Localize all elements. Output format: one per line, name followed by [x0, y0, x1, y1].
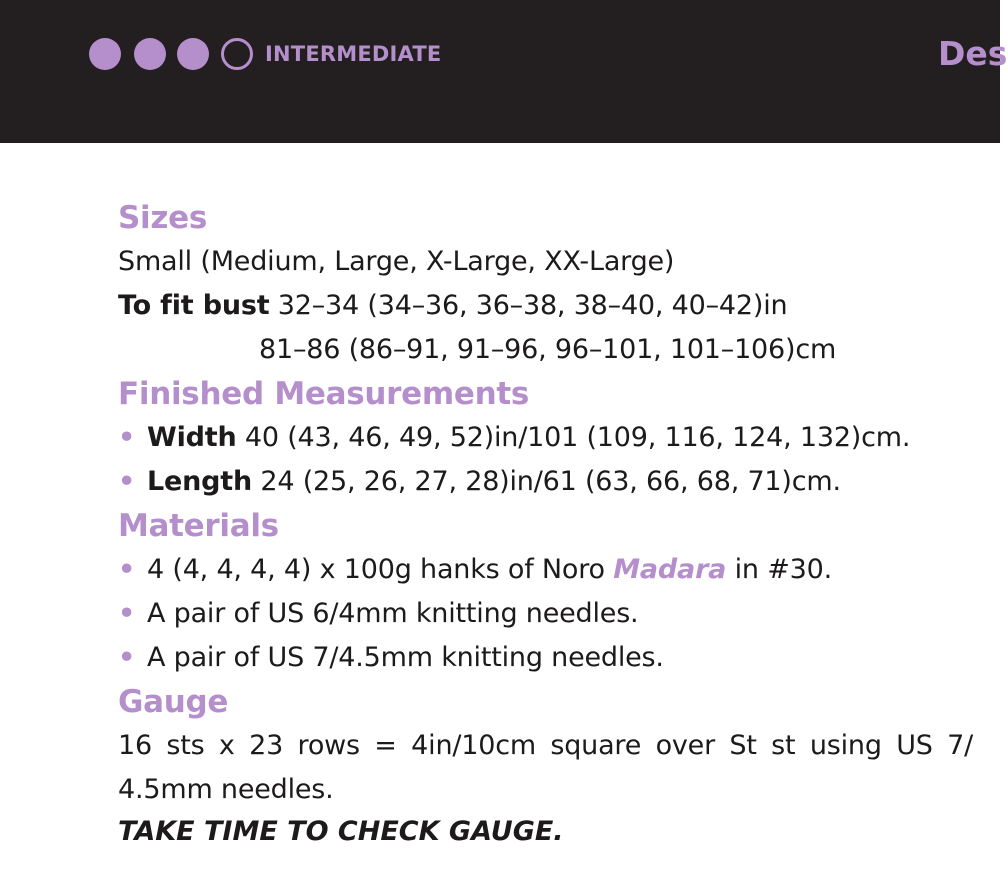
difficulty-dot-filled [89, 38, 121, 70]
gauge-text: 16 sts x 23 rows = 4in/10cm square over St st using US 7/ 4.5mm needles. [118, 730, 973, 805]
material-text: A pair of US 6/4mm knitting needles. [147, 598, 639, 629]
fit-bust-row [118, 284, 978, 328]
material-text: A pair of US 7/4.5mm knitting needles. [147, 642, 664, 673]
yarn-name: Madara [613, 554, 727, 585]
list-item [118, 460, 978, 504]
material-text: in #30. [726, 554, 832, 585]
header-bar [0, 0, 1007, 143]
bullet-icon: • [118, 598, 136, 629]
list-item [118, 416, 978, 460]
bullet-icon: • [118, 466, 136, 497]
gauge-warning: TAKE TIME TO CHECK GAUGE. [118, 816, 564, 847]
material-text: 4 (4, 4, 4, 4) x 100g hanks of Noro [147, 554, 614, 585]
bullet-icon: • [118, 642, 136, 673]
difficulty-dot-filled [134, 38, 166, 70]
list-item [118, 592, 978, 636]
measurement-value: 24 (25, 26, 27, 28)in/61 (63, 66, 68, 71)cm. [252, 466, 841, 497]
fit-bust-cm: 81–86 (86–91, 91–96, 96–101, 101–106)cm [259, 334, 837, 365]
difficulty-level: INTERMEDIATE [265, 42, 442, 66]
header-title: Des [938, 34, 1007, 73]
pattern-details [118, 196, 978, 852]
difficulty-dot-empty [221, 38, 253, 70]
measurement-value: 40 (43, 46, 49, 52)in/101 (109, 116, 124, 132)cm. [236, 422, 911, 453]
measurement-label: Length [147, 466, 252, 497]
fit-bust-label: To fit bust [118, 290, 270, 321]
difficulty-dot-filled [177, 38, 209, 70]
sizes-heading: Sizes [118, 200, 207, 236]
gauge-heading: Gauge [118, 684, 229, 720]
materials-heading: Materials [118, 508, 279, 544]
list-item [118, 548, 978, 592]
bullet-icon: • [118, 554, 136, 585]
finished-heading: Finished Measurements [118, 376, 530, 412]
fit-bust-inches: 32–34 (34–36, 36–38, 38–40, 40–42)in [269, 290, 788, 321]
sizes-list: Small (Medium, Large, X-Large, XX-Large) [118, 246, 675, 277]
measurement-label: Width [147, 422, 237, 453]
bullet-icon: • [118, 422, 136, 453]
list-item [118, 636, 978, 680]
